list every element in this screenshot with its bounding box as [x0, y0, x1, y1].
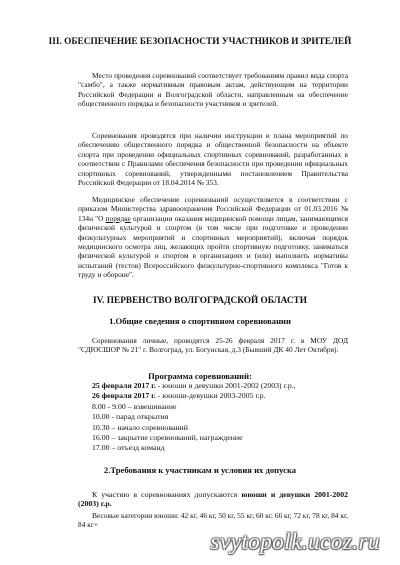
section-4-paragraph-1: Соревнования личные, проводятся 25-26 февраля 2017 г. в МОУ ДОД "СДЮСШОР № 21" г. Волгоград, ул. Богунская, д.3 (Бывший ДК 40 Лет Октября).	[78, 336, 348, 355]
program-item: 10.30 – начало соревнований	[92, 422, 188, 432]
program-item: 16.00 – закрытие соревнований, награждение	[92, 432, 243, 442]
program-item: 25 февраля 2017 г. - юноши и девушки 2001-2002 (2003) г.р.,	[92, 381, 296, 390]
requirements-heading: 2.Требования к участникам и условия их допуска	[103, 465, 297, 475]
program-item: 26 февраля 2017 г. - юноши-девушки 2003-2005 г.р.	[92, 391, 266, 401]
program-item: 10.00 - парад открытия	[92, 412, 169, 422]
section-3-paragraph-2: Соревнования проводятся при наличии инструкции и плана мероприятий по обеспечению общественного порядка и общественной безопасности на объекте спорта при проведении официальных спортивных соревнований, разработанных в соответствии с Правилами обеспечения безопасности при проведении официальных спортивных соревнований, утвержденными постановлением Правительства Российской Федерации от 18.04.2014 № 353.	[78, 131, 348, 188]
program-heading: Программа соревнований:	[148, 371, 252, 381]
section-3-paragraph-1: Место проведения соревнований соответствует требованиям правил вида спорта "самбо", а также нормативным правовым актам, действующим на территории Российской Федерации и Волгоградской области, направленным на обеспечение общественного порядка и безопасности участников и зрителей.	[78, 71, 348, 109]
program-list	[92, 381, 342, 454]
general-info-heading: 1.Общие сведения о спортивном соревновании	[109, 316, 291, 326]
section-3-title: III. ОБЕСПЕЧЕНИЕ БЕЗОПАСНОСТИ УЧАСТНИКОВ И ЗРИТЕЛЕЙ	[48, 37, 352, 47]
section-4-paragraph-3: Весовые категории юноши: 42 кг, 46 кг, 50 кг, 55 кг, 60 кг, 66 кг, 72 кг, 78 кг, 84 кг, 84 кг+	[78, 511, 348, 530]
section-4-title: IV. ПЕРВЕНСТВО ВОЛГОГРАДСКОЙ ОБЛАСТИ	[92, 296, 307, 306]
program-item: 8.00 - 9.00 – взвешивание	[92, 401, 177, 411]
section-3-paragraph-3: Медицинское обеспечение соревнований осуществляется в соответствии с приказом Министерства здравоохранения Российской Федерации от 01.03.2016 № 134н "О порядке организации оказания медицинской помощи лицам, занимающимся физической культурой и спортом (в том числе при подготовке и проведении физкультурных мероприятий и спортивных мероприятий), включая порядок медицинского осмотра лиц, желающих пройти спортивную подготовку, заниматься физической культурой и спортом в организациях и (или) выполнить нормативы испытаний (тестов) Всероссийского физкультурно-спортивного комплекса "Готов к труду и обороне".	[78, 195, 348, 280]
section-4-paragraph-2: К участию в соревнованиях допускаются юноши и девушки 2001-2002 (2003) г.р.	[78, 490, 348, 509]
program-item: 17.00 – отъезд команд	[92, 443, 165, 453]
watermark: svytopolk.ucoz.ru	[210, 529, 380, 554]
